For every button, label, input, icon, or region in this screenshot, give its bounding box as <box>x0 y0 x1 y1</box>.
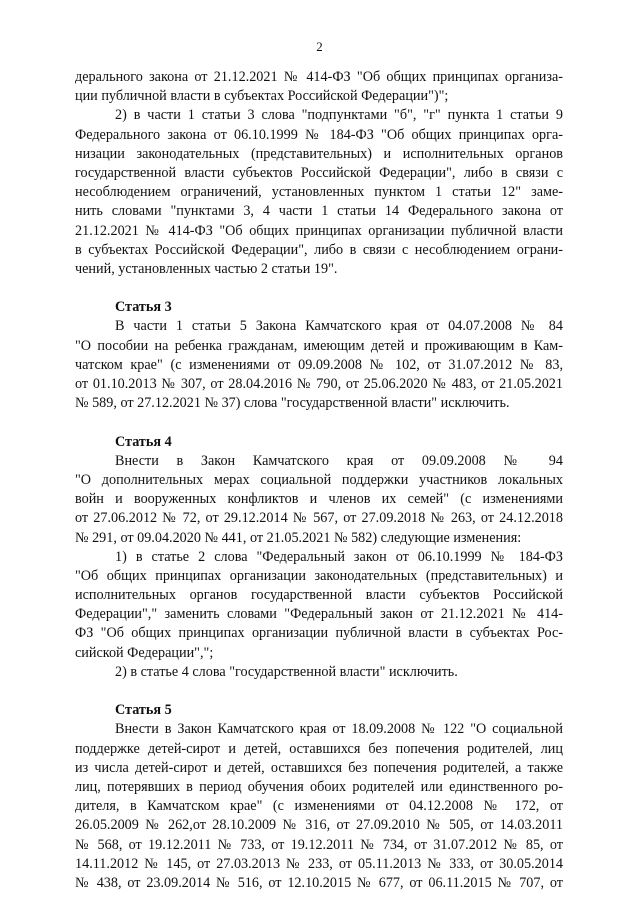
text-line: от 01.10.2013 № 307, от 28.04.2016 № 790, от 25.06.2020 № 483, от 21.05.2021 <box>75 376 563 392</box>
text-line: № 438, от 23.09.2014 № 516, от 12.10.2015 № 677, от 06.11.2015 № 707, от <box>75 874 563 891</box>
text-line: Федерации"," заменить словами "Федеральный закон от 21.12.2021 № 414- <box>75 606 563 623</box>
article-heading: Статья 4 <box>115 433 172 450</box>
text-line: дителя, в Камчатском крае" (с изменениями от 04.12.2008 № 172, от <box>75 798 563 815</box>
text-line: 2) в статье 4 слова "государственной власти" исключить. <box>115 663 458 680</box>
article-heading: Статья 3 <box>115 299 172 316</box>
text-line: государственной власти субъектов Российской Федерации", либо в связи с <box>75 164 563 181</box>
text-line: ции публичной власти в субъектах Российской Федерации")"; <box>75 88 449 105</box>
text-line: низации законодательных (представительных) и исполнительных органов <box>75 145 563 162</box>
text-line: 1) в статье 2 слова "Федеральный закон от 06.10.1999 № 184-ФЗ <box>115 548 563 565</box>
text-line: 2) в части 1 статьи 3 слова "подпунктами "б", "г" пункта 1 статьи 9 <box>115 107 563 124</box>
text-line: войн и вооруженных конфликтов и членов их семей" (с изменениями <box>75 491 563 508</box>
text-line: чатском крае" (с изменениями от 09.09.2008 № 102, от 31.07.2012 № 83, <box>75 356 563 373</box>
page-number: 2 <box>316 39 323 54</box>
text-line: несоблюдением ограничений, установленных пунктом 1 статьи 12" заме- <box>75 184 563 201</box>
article-heading: Статья 5 <box>115 702 172 719</box>
text-line: 21.12.2021 № 414-ФЗ "Об общих принципах организации публичной власти <box>75 222 563 239</box>
text-line: в субъектах Российской Федерации", либо в связи с несоблюдением ограни- <box>75 241 563 258</box>
text-line: дерального закона от 21.12.2021 № 414-ФЗ "Об общих принципах организа- <box>75 69 563 85</box>
text-line: № 291, от 09.04.2020 № 441, от 21.05.2021 № 582) следующие изменения: <box>75 529 522 546</box>
document-body <box>75 68 563 893</box>
text-line: Внести в Закон Камчатского края от 18.09.2008 № 122 "О социальной <box>115 721 563 738</box>
text-line: Внести в Закон Камчатского края от 09.09.2008 № 94 <box>115 452 563 469</box>
text-line: сийской Федерации","; <box>75 644 214 661</box>
text-line: от 27.06.2012 № 72, от 29.12.2014 № 567, от 27.09.2018 № 263, от 24.12.2018 <box>75 510 563 527</box>
text-line: нить словами "пунктами 3, 4 части 1 статьи 14 Федерального закона от <box>75 203 563 220</box>
text-line: "О пособии на ребенка гражданам, имеющим детей и проживающим в Кам- <box>75 337 563 354</box>
paragraph-gap <box>75 279 563 298</box>
text-line: ФЗ "Об общих принципах организации публичной власти в субъектах Рос- <box>75 625 563 642</box>
text-line: чений, установленных частью 2 статьи 19". <box>75 260 338 277</box>
text-line: № 589, от 27.12.2021 № 37) слова "государственной власти" исключить. <box>75 395 510 412</box>
paragraph-gap <box>75 413 563 432</box>
paragraph-gap <box>75 682 563 701</box>
text-line: № 568, от 19.12.2011 № 733, от 19.12.2011 № 734, от 31.07.2012 № 85, от <box>75 836 563 853</box>
text-line: из числа детей-сирот и детей, оставшихся без попечения родителей, а также <box>75 759 563 776</box>
text-line: исполнительных органов государственной власти субъектов Российской <box>75 587 563 604</box>
text-line: "О дополнительных мерах социальной поддержки участников локальных <box>75 471 563 488</box>
text-line: В части 1 статьи 5 Закона Камчатского края от 04.07.2008 № 84 <box>115 318 563 335</box>
text-line: поддержке детей-сирот и детей, оставшихся без попечения родителей, лиц <box>75 740 563 757</box>
text-line: "Об общих принципах организации законодательных (представительных) и <box>75 567 563 584</box>
text-line: лиц, потерявших в период обучения обоих родителей или единственного ро- <box>75 778 563 795</box>
text-line: 26.05.2009 № 262,от 28.10.2009 № 316, от 27.09.2010 № 505, от 14.03.2011 <box>75 817 563 834</box>
text-line: Федерального закона от 06.10.1999 № 184-ФЗ "Об общих принципах орга- <box>75 126 563 143</box>
text-line: 14.11.2012 № 145, от 27.03.2013 № 233, от 05.11.2013 № 333, от 30.05.2014 <box>75 855 563 872</box>
